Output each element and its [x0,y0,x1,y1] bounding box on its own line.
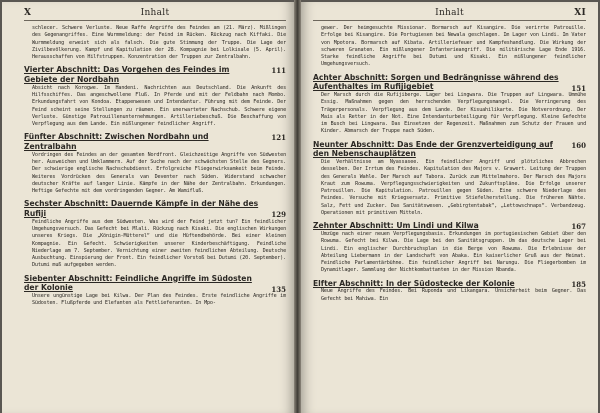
left-page [2,2,294,413]
chapter-entry [24,132,286,195]
chapter-heading: Vierter Abschnitt: Das Vorgehen des Feindes im Gebiete der Nordbahn [24,65,230,85]
book-gutter [294,0,301,413]
chapter-heading: Sechster Abschnitt: Dauernde Kämpfe in der Nähe des Rufiji [24,199,259,219]
chapter-summary: Unsere ungünstige Lage bei Kilwa. Der Plan des Feindes. Erste feindliche Angriffe im Südosten. Flußpferde und Elefanten als Fettlieferanten. In Mpo- [32,292,286,307]
chapter-entry [313,140,586,218]
chapter-summary: Umzüge nach einer neuen Verpflegungsbasis. Erkundungen im portugiesischen Gebiet über den Rowuma. Gefecht bei Kilwa. Die Lage bei den Sanitätsgruppen. Um das deutsche Lager bei Lindi. Ein englischer Durchbruchsplan in die Berge von Rowuma. Die Erlebnisse der Abteilung Liebermann in der Landschaft von Abaka. Ein kaiserlicher Gruß aus der Heimat. Feindliche Parlamentärbühne. Ein feindlicher Angriff bei Narungu. Die Fliegerbomben im Dynamitlager. Sammlung der Nichtkombattanten in der Mission Nbanda. [321,230,586,274]
chapter-page-number: 167 [571,222,586,232]
chapter-entry [313,279,586,303]
intro-text: gewer. Der heimgesuchte Missionar. Bormarsch auf Kisangire. Die verirrte Patrouille. Erfolge bei Kisangire. Die Portugiesen bei Newala geschlagen. Im Lager von Lindi. Im Vater von Mpotora. Bormarsch auf Kibata. Artilleriefeuer und Kampfeshandlung. Die Wirkung der schweren Granaten. Ein mißlungener Infanterieangriff. Die militärische Lage Ende 1916. Starke feindliche Angriffe bei Dutumi und Kisaki. Ein mißlungener feindlicher Umgehungsversuch. [321,25,586,68]
chapter-entry [313,221,586,274]
chapter-heading: Achter Abschnitt: Sorgen und Bedrängnisse während des Aufenthaltes im Rufijigebiet [313,72,559,92]
chapter-entry [24,65,286,128]
chapter-page-number: 135 [271,284,286,294]
chapter-heading: Fünfter Abschnitt: Zwischen Nordbahn und Zentralbahn [24,132,209,152]
page-number: XI [574,8,586,18]
chapter-page-number: 111 [271,66,286,76]
chapter-page-number: 129 [271,210,286,220]
chapter-summary: Neue Angriffe des Feindes. Bei Ruponda und Likangara. Unsicherheit beim Gegner. Das Gefecht bei Mahiwa. Ein [321,288,586,302]
running-header [24,8,286,21]
running-title: Inhalt [140,8,170,18]
chapter-heading: Elfter Abschnitt: In der Südostecke der Kolonie [313,278,515,288]
chapter-heading: Zehnter Abschnitt: Um Lindi und Kilwa [313,221,479,231]
chapter-summary: Vordringen des Feindes an der gesamten Nordfront. Gleichzeitige Angriffe von Südwesten her. Ausweichen und Umklammern. Auf der Suche nach der schwächsten Stelle des Gegners. Der schwierige englische Nachschubdienst. Erfolgreiche Fliegerwirksamkeit beim Feinde. Weiteres Vordrücken des Generals van Deventer nach Süden. Widerstand schwacher deutscher Kräfte auf langer Linie. Kämpfe in der Nähe der Zentralbahn. Erkundungen. Heftige Gefechte mit dem vordringenden Gegner. Am Wamifluß. [32,151,286,195]
chapter-summary: Feindliche Angriffe aus dem Südwesten. Was wird der Feind jetzt tun? Ein feindlicher Umgehungsversuch. Das Gefecht bei Mlali. Rückzug nach Kisaki. Die englischen Wirkungen unseres Kriegs. Die „Königin-Mütterel“ und die Hüftendbehörde. Bei einer kleinen Kompagnie. Ein Gefecht. Schwierigkeiten unserer Kinderbeschäftigung. Feindliche Niederlage am 7. September. Vernichtung einer zweiten feindlichen Abteilung. Deutsche Ausbuchtung. Einspierung der Front. Ein feindlicher Vorstoß bei Dutumi (20. September). Dutumi muß aufgegeben werden. [32,218,286,269]
chapter-page-number: 151 [571,83,586,93]
intro-text: schlecer. Schwere Verluste. Neue Raffe Angriffe des Feindes am (21. März). Mißlingen des Gegenangriffes. Eine Wurmmeldung: der Feind im Rücken. Rückzug nach Kiffaki. Die Wurmmeldung erweist sich als falsch. Die gute Stimmung der Truppe. Die Lage der Zivilbevölkerung. Kampf und Kapitulation der 28. Kompagnie bei Lolkisale (5. April). Herausschaffen von Hilfstruppen. Konzentration der Truppen zur Zentralbahn. [32,25,286,61]
chapter-entry [24,274,286,308]
chapter-page-number: 160 [571,140,586,150]
chapter-heading: Neunter Abschnitt: Das Ende der Grenzverteidigung auf den Nebenschauplätzen [313,139,553,159]
chapter-entry [313,73,586,136]
chapter-summary: Der Marsch durch die Rufijiberge. Lager bei Lingwara. Die Truppen auf Lingwara. Ummühe Essig. Maßnahmen gegen den herrschenden Verpflegungsmangel. Die Verringerung des Trägerpersonals. Verpflegung aus dem Lande. Der Kisuahilikarte. Die Notverordnung. Der Mais als Retter in der Not. Eine Intendanturbeteiligung für Verpflegung. Kleine Gefechte im Busch bei Lingwara. Das Einsetzen der Regenzeit. Maßnahmen zum Schutz der Frauen und Kinder. Abmarsch der Truppe nach Süden. [321,91,586,135]
running-header [313,8,586,21]
running-title: Inhalt [435,8,464,18]
chapter-page-number: 121 [271,133,286,143]
chapter-heading: Siebenter Abschnitt: Feindliche Angriffe im Südosten der Kolonie [24,273,252,293]
right-page [301,2,598,413]
chapter-page-number: 185 [571,279,586,289]
chapter-summary: Die Verhältnisse am Nyassasee. Ein feindlicher Angriff und plötzliches Abbrechen desselben. Der Irrtum des Feindes. Kapitulation des Majors v. Grawert. Leitung der Truppen des Generals Wahle. Der Marsch auf Tabora. Zurück zum Mittelmahoro. Der Marsch des Majors Kraut zum Rowuma. Verpflegungsschwierigkeiten und Zukunftspläne. Die Erfolge unserer Patrouillen. Die Kapitulation. Patrouillen gegen Süden. Eine schwere Niederlage des Feindes. Versuche mit Kriegsersatz. Primitive Stiefelherstellung. Die früheren Nähte. Salz, Fett und Zucker. Das Sanitätswesen. „Gebirgtentabak“, „Lettowschnaps“. Verbandzeug. Operationen mit primitiven Mitteln. [321,158,586,217]
page-number: X [24,8,32,18]
chapter-summary: Absicht nach Korogwe. Im Handeni. Nachrichten aus Deutschland. Die Ankunft des Hilfsschiffes. Das angeschwollene Fluß. In Pferde und mit der Feldbahn nach Mombo. Erkundungsfahrt von Kondoa. Etappenwesen und Intendantur. Führung mit dem Feinde. Der Feind scheint seine Stellungen zu räumen. Ein unerwarteter Nachschub. Schwere eigene Verluste. Günstige Patrouillenunternehmungen. Artilleriebeschuß. Die Beschaffung von Verpflegung aus dem Lande. Ein mißlungener feindlicher Angriff. [32,84,286,128]
chapter-entry [24,199,286,269]
